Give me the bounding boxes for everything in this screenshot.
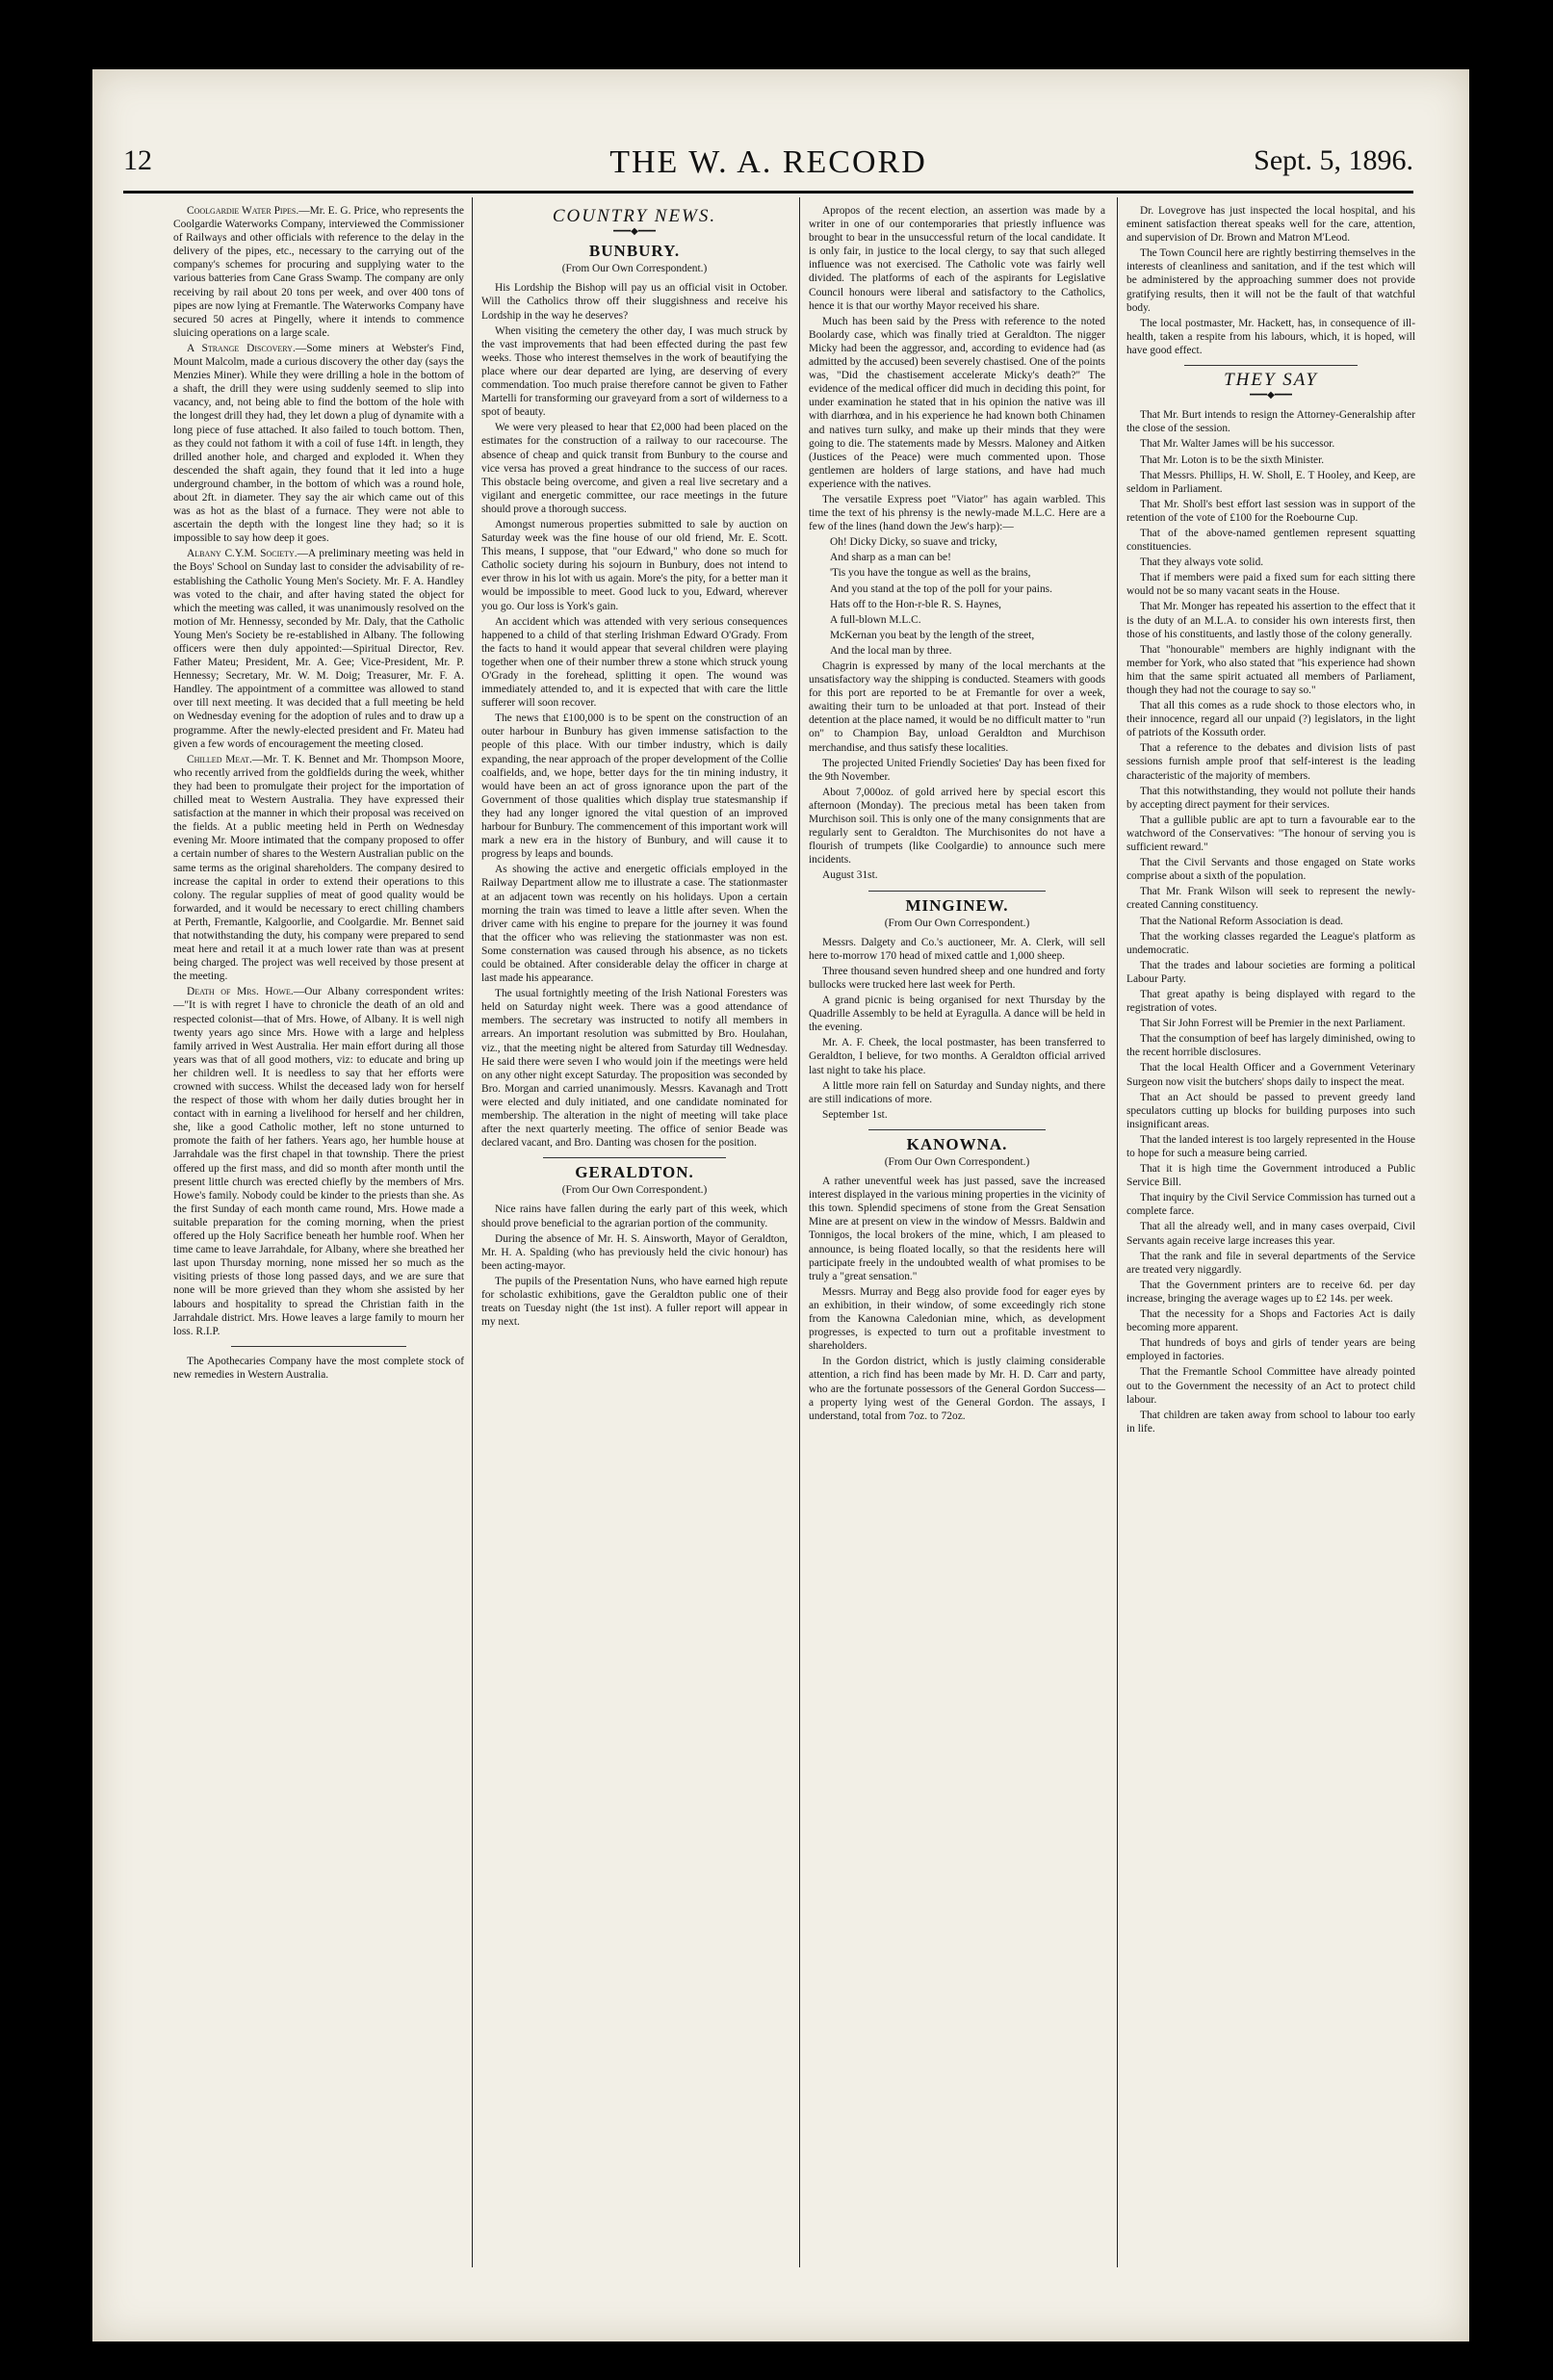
section-divider	[1184, 365, 1358, 366]
heading-geraldton: GERALDTON.	[575, 1163, 694, 1182]
kanowna-para: Messrs. Murray and Begg also provide food for eager eyes by an exhibition, in their window, of some exceedingly rich stone from the Kanowna Caledonian mine, which, as development progresses, is expected to turn out a profitable investment to shareholders.	[809, 1285, 1105, 1353]
they-say-item: That Mr. Burt intends to resign the Attorney-Generalship after the close of the session.	[1126, 409, 1415, 435]
verse-line: And the local man by three.	[830, 644, 952, 657]
they-say-item: That if members were paid a fixed sum for each sitting there would not be so many vacant seats in the House.	[1126, 572, 1415, 598]
they-say-item: That inquiry by the Civil Service Commission has turned out a complete farce.	[1126, 1192, 1415, 1218]
geraldton-para: Nice rains have fallen during the early part of this week, which should prove beneficial to the agrarian portion of the community.	[481, 1203, 788, 1229]
bunbury-para: The news that £100,000 is to be spent on the construction of an outer harbour in Bunbury has given immense satisfaction to the people of this place. With our timber industry, which is daily expanding, the near approach of the proper development of the Collie coalfields, and, we hope, better days for the tin mining industry, it would have been an act of gross ignorance upon the part of the Government of those qualities which display true statesmanship if they had any longer ignored the vital question of an improved harbour for Bunbury. The commencement of this important work will mark a new era in the history of Bunbury, and will cause it to progress by leaps and bounds.	[481, 712, 788, 861]
minginew-para: Messrs. Dalgety and Co.'s auctioneer, Mr. A. Clerk, will sell here to-morrow 170 head of mixed cattle and 1,000 sheep.	[809, 936, 1105, 962]
column-rule-2	[799, 197, 800, 2267]
header-rule	[123, 191, 1413, 194]
dateline: August 31st.	[822, 869, 878, 882]
bunbury-para: As showing the active and energetic officials employed in the Railway Department allow me to illustrate a case. The stationmaster at an adjacent town was recently on his holidays. Upon a certain morning the train was timed to leave a little after seven. When the driver came with his engine to prepare for the journey it was found that the officer who was relieving the stationmaster was non est. Some consternation was caused through his absence, as no tickets could be obtained. After considerable delay the officer in charge at last made his appearance.	[481, 864, 788, 985]
they-say-item: That the local Health Officer and a Government Veterinary Surgeon now visit the butchers' shops daily to inspect the meat.	[1126, 1062, 1415, 1088]
they-say-item: That an Act should be passed to prevent greedy land speculators cutting up blocks for building purposes into such insignificant areas.	[1126, 1091, 1415, 1130]
they-say-item: That all this comes as a rude shock to those electors who, in their innocence, regard all our unpaid (?) legislators, in the light of patriots of the Kossuth order.	[1126, 700, 1415, 739]
they-say-list	[1126, 408, 1415, 1436]
column-2	[481, 204, 788, 1331]
they-say-item: That Mr. Sholl's best effort last session was in support of the retention of the vote of £100 for the Roebourne Cup.	[1126, 498, 1415, 524]
geraldton-viator-para: The versatile Express poet "Viator" has again warbled. This time the text of his phrensy is the newly-made M.L.C. Here are a few of the lines (hand down the Jew's harp):—	[809, 493, 1105, 533]
verse-line: McKernan you beat by the length of the street,	[830, 629, 1035, 641]
section-divider	[868, 1129, 1047, 1130]
geraldton-para: During the absence of Mr. H. S. Ainsworth, Mayor of Geraldton, Mr. H. A. Spalding (who has previously held the civic honour) has been acting-mayor.	[481, 1232, 788, 1272]
geraldton-gold-para: About 7,000oz. of gold arrived here by special escort this afternoon (Monday). The precious metal has been taken from Murchison soil. This is only one of the many consignments that are regularly sent to Geraldton. The Murchisonites do not have a flourish of trumpets (like Coolgardie) to announce such mere incidents.	[809, 786, 1105, 867]
bunbury-para: The usual fortnightly meeting of the Irish National Foresters was held on Saturday night week. There was a good attendance of members. The secretary was instructed to notify all members in arrears. An important resolution was submitted by Bro. Houlahan, viz., that the meeting night be altered from Saturday till Wednesday. He said there were seven I who would join if the meetings were held on any other night except Saturday. The proposition was seconded by Bro. Morgan and carried unanimously. Messrs. Kavanagh and Trott were elected and duly initiated, and one candidate nominated for membership. The alteration in the night of meeting will take place after the next quarterly meeting. The office of senior Beade was declared vacant, and Bro. Danting was chosen for the position.	[481, 988, 788, 1150]
ornament-divider: ━━━◆━━━	[1250, 390, 1292, 401]
masthead-title: THE W. A. RECORD	[609, 144, 927, 180]
byline: (From Our Own Correspondent.)	[561, 263, 708, 275]
they-say-item: That the trades and labour societies are forming a political Labour Party.	[1126, 959, 1415, 985]
they-say-item: That the rank and file in several departments of the Service are treated very niggardly.	[1126, 1250, 1415, 1276]
they-say-item: That Mr. Loton is to be the sixth Minister.	[1140, 453, 1325, 466]
issue-date: Sept. 5, 1896.	[1254, 144, 1413, 176]
byline: (From Our Own Correspondent.)	[884, 917, 1030, 929]
section-divider	[868, 891, 1047, 892]
page-number: 12	[123, 144, 152, 176]
kanowna-council-para: The Town Council here are rightly bestirring themselves in the interests of cleanliness and sanitation, and if the test which will be administered by the approaching summer does not provide gratifying results, then it will not be the fault of that watchful body.	[1126, 247, 1415, 314]
section-title-country-news: COUNTRY NEWS.	[552, 206, 717, 226]
byline: (From Our Own Correspondent.)	[884, 1156, 1030, 1168]
they-say-item: That the working classes regarded the League's platform as undemocratic.	[1126, 930, 1415, 956]
column-rule-3	[1117, 197, 1118, 2267]
minginew-para: Mr. A. F. Cheek, the local postmaster, has been transferred to Geraldton, I believe, for two months. A Geraldton official arrived last night to take his place.	[809, 1037, 1105, 1076]
bunbury-para: An accident which was attended with very serious consequences happened to a child of that sterling Irishman Edward O'Grady. From the facts to hand it would appear that several children were playing together when one of their number threw a stone which struck young O'Grady in the forehead, splitting it open. The wound was immediately attended to, and it is expected that with care the little sufferer will soon recover.	[481, 615, 788, 710]
column-rule-1	[472, 197, 473, 2267]
kanowna-para: In the Gordon district, which is justly claiming considerable attention, a rich find has been made by Mr. H. D. Carr and party, who are the fortunate possessors of the General Gordon Success—a property lying west of the General Gordon. The assays, I understand, total from 7oz. to 72oz.	[809, 1356, 1105, 1422]
kanowna-postmaster-para: The local postmaster, Mr. Hackett, has, in consequence of ill-health, taken a respite from his labours, which, it is hoped, will have good effect.	[1126, 317, 1415, 356]
geraldton-shipping-para: Chagrin is expressed by many of the local merchants at the unsatisfactory way the shipping is conducted. Steamers with goods for this port are reported to be at Fremantle for over a week, awaiting their turn to be unloaded at that port. Instead of their detention at the place named, it would be no difficult matter to "run on" to Champion Bay, unload Geraldton and Murchison merchandise, and thus satisfy these localities.	[809, 660, 1105, 754]
heading-bunbury: BUNBURY.	[588, 242, 681, 261]
they-say-item: That great apathy is being displayed with regard to the registration of votes.	[1126, 988, 1415, 1015]
they-say-item: That the Government printers are to receive 6d. per day increase, bringing the average wages up to £2 14s. per week.	[1126, 1279, 1415, 1305]
they-say-item: That the National Reform Association is dead.	[1140, 915, 1343, 927]
bunbury-para: Amongst numerous properties submitted to sale by auction on Saturday week was the fine house of our old friend, Mr. E. Scott. This means, I suppose, that "our Edward," who done so much for Catholic society during his sojourn in Bunbury, does not intend to ever throw in his lot with us again. More's the pity, for a better man it would be impossible to meet. Good luck to you, Edward, wherever you go. Our loss is York's gain.	[481, 518, 788, 612]
geraldton-election-para: Apropos of the recent election, an assertion was made by a writer in one of our contemporaries that priestly influence was brought to bear in the unsuccessful return of the local candidate. It is only fair, in justice to the local clergy, to say that such alleged influence was not exercised. The Catholic vote was fairly well divided. The platforms of each of the aspirants for Legislative Council honours were liberal and satisfactory to the Catholics, hence it is that our worthy Mayor received his share.	[809, 205, 1105, 312]
dateline: September 1st.	[822, 1108, 888, 1121]
they-say-item: That Messrs. Phillips, H. W. Sholl, E. T Hooley, and Keep, are seldom in Parliament.	[1126, 469, 1415, 495]
they-say-item: That Sir John Forrest will be Premier in the next Parliament.	[1140, 1018, 1406, 1030]
kanowna-hospital-para: Dr. Lovegrove has just inspected the local hospital, and his eminent satisfaction thereat speaks well for the care, attention, and supervision of Dr. Brown and Matron M'Leod.	[1126, 205, 1415, 245]
geraldton-societies-para: The projected United Friendly Societies' Day has been fixed for the 9th November.	[809, 757, 1105, 783]
column-3	[809, 204, 1105, 1425]
they-say-item: That of the above-named gentlemen represent squatting constituencies.	[1126, 527, 1415, 554]
article-strange-discovery: A Strange Discovery.—Some miners at Webster's Find, Mount Malcolm, made a curious discovery the other day (says the Menzies Miner). While they were drilling a hole in the bottom of a shaft, the drill they were using suddenly seemed to slip into vacancy, and, not being able to find the bottom of the hole with the longest drill they had, they let down a plug of dynamite with a long piece of fuse attached. It also failed to touch bottom. Then, as they could not fathom it with a coil of fuse 14ft. in length, they drilled another hole, and charged and exploded it. When they descended the shaft again, they found that it led into a huge underground chamber, in the bottom of which was a round hole, about 2ft. in diameter. They say the air which came out of this was as hot as the blast of a furnace. They were not able to ascertain the depth with the longest line they had; so it is impossible to say how deep it goes.	[173, 342, 464, 545]
they-say-item: That this notwithstanding, they would not pollute their hands by accepting direct payment for their services.	[1126, 785, 1415, 811]
heading-kanowna: KANOWNA.	[906, 1134, 1008, 1153]
minginew-para: A grand picnic is being organised for next Thursday by the Quadrille Assembly to be held at Eyragulla. A dance will be held in the evening.	[809, 995, 1105, 1034]
article-death-of-mrs-howe: Death of Mrs. Howe.—Our Albany correspondent writes:—"It is with regret I have to chronicle the death of an old and respected colonist—that of Mrs. Howe, of Albany. It is well nigh twenty years ago since Mrs. Howe with a large and helpless family arrived in West Australia. Her main effort during all those years was that of all good mothers, viz: to educate and bring up her children well. It is needless to say that her efforts were crowned with success. Whilst the deceased lady won for herself the respect of those with whom her daily duties brought her in contact with in earning a livelihood for herself and her children, she, like a good Catholic mother, left no stone unturned to promote the faith of her fathers. Years ago, her humble house at Jarrahdale was the first chapel in that township. There the priest offered up the first mass, and did so month after month until the present little church was erected chiefly by the members of Mrs. Howe's family. Nobody could be kinder to the priests than she. As the first Sunday of each month came round, Mrs. Howe made a suitable preparation for the coming morning, when the priest offered up the Holy Sacrifice beneath her humble roof. When her time came to leave Jarrahdale, for Albany, where she breathed her last upon Thursday morning, none missed her so much as the visiting priests of those long passed days, and we are sure that none will be more grieved than they whom she assisted by her labours and hospitality to spread the Christian faith in the Jarrahdale district. Mrs. Howe leaves a large family to mourn her loss. R.I.P.	[173, 986, 464, 1337]
bunbury-para: We were very pleased to hear that £2,000 had been placed on the estimates for the construction of a railway to our racecourse. The absence of cheap and quick transit from Bunbury to the course and vice versa has proved a great hindrance to the success of our races. This obstacle being overcome, and given a real live secretary and a vigilant and energetic committee, our race meetings in the future should prove a thorough success.	[481, 422, 788, 515]
bunbury-para: His Lordship the Bishop will pay us an official visit in October. Will the Catholics throw off their sluggishness and receive his Lordship in the way he deserves?	[481, 282, 788, 322]
page-header	[123, 144, 1413, 183]
they-say-item: That children are taken away from school to labour too early in life.	[1126, 1409, 1415, 1435]
heading-they-say: THEY SAY	[1224, 370, 1318, 391]
they-say-item: That the consumption of beef has largely diminished, owing to the recent horrible disclosures.	[1126, 1033, 1415, 1059]
article-albany-cym-society: Albany C.Y.M. Society.—A preliminary meeting was held in the Boys' School on Sunday last to consider the advisability of re-establishing the Catholic Young Men's Society. Mr. F. A. Handley was voted to the chair, and after having stated the object for which the meeting was called, it was unanimously resolved on the motion of Mr. Hennessy, seconded by Mr. Daly, that the Catholic Young Men's Society be re-established in Albany. The following officers were then duly appointed:—Spiritual Director, Rev. Father Mateu; President, Mr. A. Gee; Vice-President, Mr. P. Hennessy; Secretary, Mr. W. M. Doig; Treasurer, Mr. F. A. Handley. The appointment of a committee was allowed to stand over till next meeting. It was decided that a full meeting be held on Wednesday evening for the adoption of rules and to draw up a programme. After the newly-elected president and Fr. Mateu had given a few words of encouragement the meeting closed.	[173, 548, 464, 750]
they-say-item: That a reference to the debates and division lists of past sessions furnish ample proof that self-interest is the leading characteristic of the majority of members.	[1126, 742, 1415, 782]
verse-line: And sharp as a man can be!	[830, 552, 951, 564]
verse-line: Oh! Dicky Dicky, so suave and tricky,	[830, 536, 997, 549]
they-say-item: That it is high time the Government introduced a Public Service Bill.	[1126, 1163, 1415, 1189]
they-say-item: That they always vote solid.	[1140, 556, 1264, 569]
they-say-item: That Mr. Walter James will be his successor.	[1140, 438, 1335, 451]
heading-minginew: MINGINEW.	[905, 895, 1009, 915]
column-4	[1126, 204, 1415, 1437]
verse-line: Hats off to the Hon-r-ble R. S. Haynes,	[830, 598, 1001, 610]
they-say-item: That "honourable" members are highly indignant with the member for York, who also stated that "his experience had shown him that the same spirit actuated all members of Parliament, though they had not the courage to say so."	[1126, 643, 1415, 696]
geraldton-para: The pupils of the Presentation Nuns, who have earned high repute for scholastic exhibitions, gave the Geraldton public one of their treats on Tuesday night (the 1st inst). A fuller report will appear in my next.	[481, 1275, 788, 1329]
verse-line: A full-blown M.L.C.	[830, 613, 921, 626]
advert-apothecaries: The Apothecaries Company have the most complete stock of new remedies in Western Australia.	[173, 1355, 464, 1381]
they-say-item: That Mr. Monger has repeated his assertion to the effect that it is the duty of an M.L.A. to consider his own interests first, then those of his constituents, and lastly those of the colony generally.	[1126, 601, 1415, 640]
they-say-item: That the Fremantle School Committee have already pointed out to the Government the necessity of an Act to protect child labour.	[1126, 1366, 1415, 1406]
they-say-item: That a gullible public are apt to turn a favourable ear to the watchword of the Conservatives: "The honour of serving you is sufficient reward."	[1126, 814, 1415, 854]
verse-line: 'Tis you have the tongue as well as the brains,	[830, 567, 1031, 580]
column-1-divider	[231, 1346, 405, 1347]
article-coolgardie-water-pipes: Coolgardie Water Pipes.—Mr. E. G. Price, who represents the Coolgardie Waterworks Company, interviewed the Commissioner of Railways and other officials with reference to the delay in the delivery of the pipes, etc., necessary to the carrying out of the company's schemes for procuring and supplying water to the various batteries from Cane Grass Swamp. The company are only receiving by rail about 20 tons per week, and over 400 tons of pipes are now lying at Fremantle. The Waterworks Company have secured 50 acres at Pingelly, where it intends to commence sluicing operations on a large scale.	[173, 205, 464, 339]
ornament-divider: ━━━◆━━━	[613, 226, 656, 238]
column-1	[173, 204, 464, 1384]
they-say-item: That the Civil Servants and those engaged on State works comprise about a sixth of the population.	[1126, 857, 1415, 883]
geraldton-boolardy-para: Much has been said by the Press with reference to the noted Boolardy case, which was finally tried at Geraldton. The nigger Micky had been the aggressor, and, according to evidence had (as admitted by the accused) been severely chastised. One of the points was, "Did the chastisement accelerate Micky's death?" The evidence of the medical officer did much in deciding this point, for under examination he stated that in his opinion the native was ill with diarrhœa, and in his experience he had known both Chinamen and natives turn sulky, and make up their minds that they were going to die. The statements made by Messrs. Maloney and Aitken (Justices of the Peace) were much commented upon. Those gentlemen are holders of large stations, and have had much experience with the natives.	[809, 315, 1105, 490]
section-divider	[543, 1157, 727, 1158]
they-say-item: That the necessity for a Shops and Factories Act is daily becoming more apparent.	[1126, 1308, 1415, 1334]
they-say-item: That all the already well, and in many cases overpaid, Civil Servants again receive large increases this year.	[1126, 1221, 1415, 1247]
they-say-item: That Mr. Frank Wilson will seek to represent the newly-created Canning constituency.	[1126, 886, 1415, 912]
they-say-item: That hundreds of boys and girls of tender years are being employed in factories.	[1126, 1337, 1415, 1363]
article-chilled-meat: Chilled Meat.—Mr. T. K. Bennet and Mr. Thompson Moore, who recently arrived from the goldfields during the week, whither they had been to promulgate their project for the importation of chilled meat to Western Australia. They have expressed their satisfaction at the manner in which their proposal was received on the fields. At a public meeting held in Perth on Wednesday evening Mr. Moore intimated that the company proposed to offer a certain number of shares to the Western Australian public on the same terms as the original shareholders. The company desired to increase the capital in order to extend their operations to this colony. The regular supplies of meat of good quality would be forwarded, and it would be necessary to erect chilling chambers at Perth, Fremantle, Kalgoorlie, and Coolgardie. Mr. Bennet said that notwithstanding the duty, his company were prepared to send meat here and retail it at a much lower rate than was at present being charged. The project was well received by those present at the meeting.	[173, 753, 464, 983]
verse-line: And you stand at the top of the poll for your pains.	[830, 582, 1052, 595]
they-say-item: That the landed interest is too largely represented in the House to hope for such a measure being carried.	[1126, 1133, 1415, 1159]
minginew-para: A little more rain fell on Saturday and Sunday nights, and there are still indications of more.	[809, 1079, 1105, 1105]
kanowna-para: A rather uneventful week has just passed, save the increased interest displayed in the various mining properties in the vicinity of this town. Splendid specimens of stone from the Great Sensation Mine are at present on view in the window of Messrs. Baldwin and Tonnigos, the local brokers of the mine, which, I am pleased to announce, is being floated locally, so that the residents here will participate freely in the undoubted wealth of what promises to be truly a "great sensation."	[809, 1176, 1105, 1282]
byline: (From Our Own Correspondent.)	[561, 1184, 708, 1197]
bunbury-para: When visiting the cemetery the other day, I was much struck by the vast improvements that had been effected during the past few weeks. Those who interest themselves in the work of beautifying the place where our dear departed are lying, are deserving of every commendation. Too much praise therefore cannot be given to Father Martelli for transforming our graveyard from a sort of wilderness to a spot of beauty.	[481, 324, 788, 419]
minginew-para: Three thousand seven hundred sheep and one hundred and forty bullocks were trucked here last week for Perth.	[809, 965, 1105, 991]
